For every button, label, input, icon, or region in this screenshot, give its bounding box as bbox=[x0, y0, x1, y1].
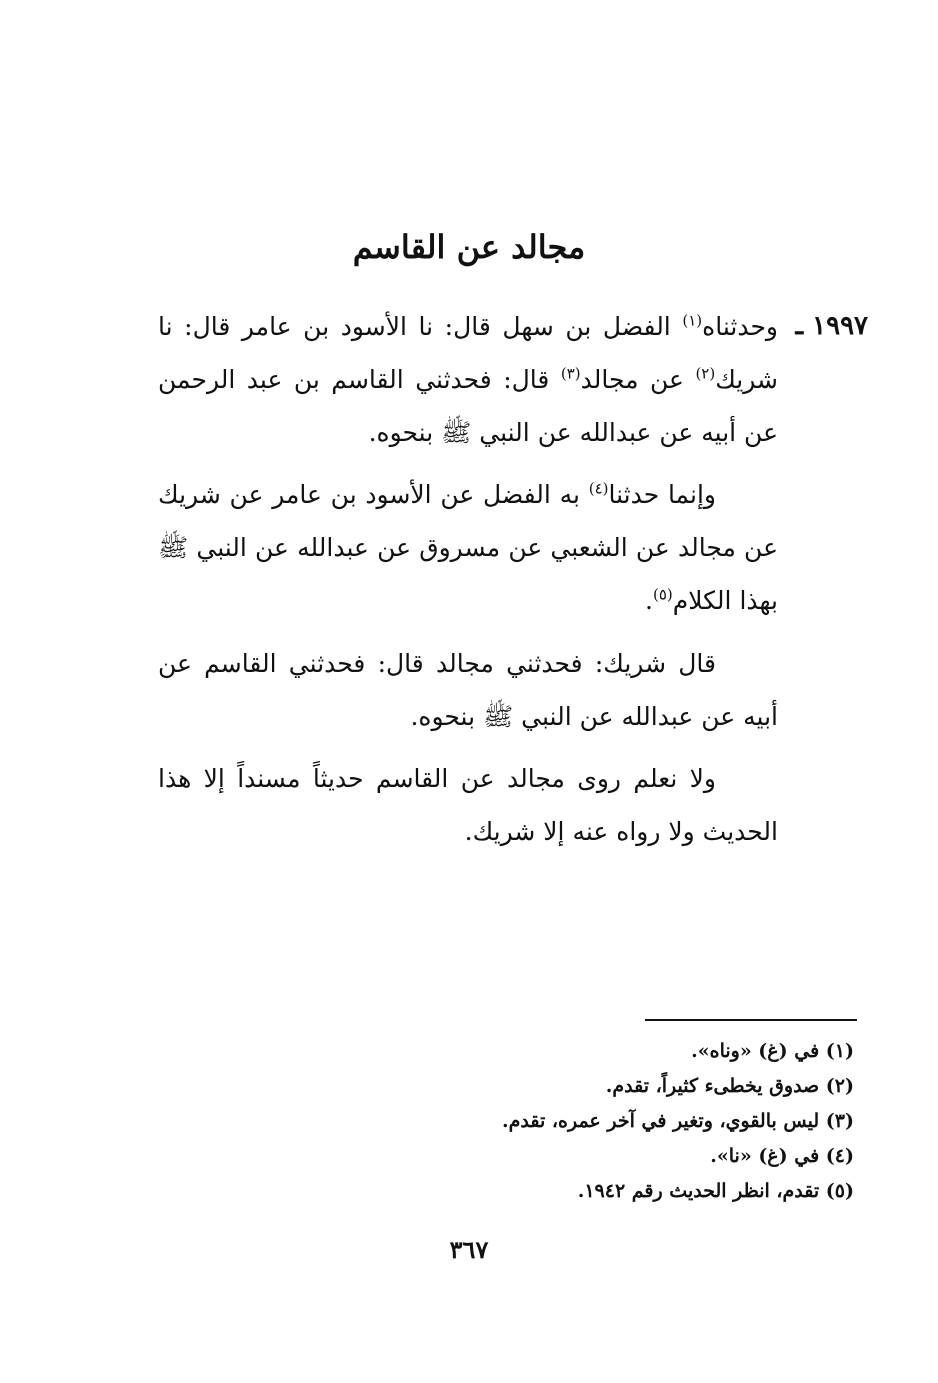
footnote-2: (٢) صدوق يخطىء كثيراً، تقدم. bbox=[605, 1075, 854, 1097]
footnote-ref-4[interactable]: (٤) bbox=[588, 479, 609, 498]
text-segment: وإنما حدثنا bbox=[608, 480, 716, 509]
text-segment: الفضل بن سهل قال: نا الأسود بن عامر قال: نا شريك bbox=[158, 312, 778, 394]
text-segment: . bbox=[645, 586, 653, 615]
text-segment: به الفضل عن الأسود بن عامر عن شريك عن مجالد عن الشعبي عن مسروق عن عبدالله عن النبي ﷺ بهذا الكلام bbox=[158, 480, 778, 615]
footnote-4: (٤) في (غ) «نا». bbox=[710, 1145, 854, 1167]
section-title: مجالد عن القاسم bbox=[352, 228, 586, 266]
hadith-paragraph-1 bbox=[158, 300, 778, 459]
hadith-paragraph-3: قال شريك: فحدثني مجالد قال: فحدثني القاسم عن أبيه عن عبدالله عن النبي ﷺ بنحوه. bbox=[158, 649, 778, 731]
footnote-ref-1[interactable]: (١) bbox=[682, 311, 703, 330]
footnote-ref-2[interactable]: (٢) bbox=[695, 364, 716, 383]
footnote-ref-5[interactable]: (٥) bbox=[652, 585, 673, 604]
page-number: ٣٦٧ bbox=[449, 1235, 489, 1264]
footnote-3: (٣) ليس بالقوي، وتغير في آخر عمره، تقدم. bbox=[502, 1110, 854, 1132]
text-segment: وحدثناه bbox=[702, 312, 778, 341]
footnotes-list bbox=[334, 1034, 854, 1209]
hadith-number: ١٩٩٧ ـ bbox=[795, 311, 868, 341]
footnote-divider bbox=[645, 1019, 857, 1021]
footnote-5: (٥) تقدم، انظر الحديث رقم ١٩٤٢. bbox=[577, 1180, 854, 1202]
footnote-1: (١) في (غ) «وناه». bbox=[691, 1040, 854, 1062]
text-segment: عن مجالد bbox=[580, 365, 696, 394]
hadith-paragraph-4: ولا نعلم روى مجالد عن القاسم حديثاً مسنداً إلا هذا الحديث ولا رواه عنه إلا شريك. bbox=[158, 764, 778, 846]
text-segment: قال: فحدثني القاسم بن عبد الرحمن عن أبيه عن عبدالله عن النبي ﷺ بنحوه. bbox=[158, 365, 778, 447]
hadith-paragraph-2 bbox=[158, 468, 778, 627]
footnote-ref-3[interactable]: (٣) bbox=[560, 364, 581, 383]
